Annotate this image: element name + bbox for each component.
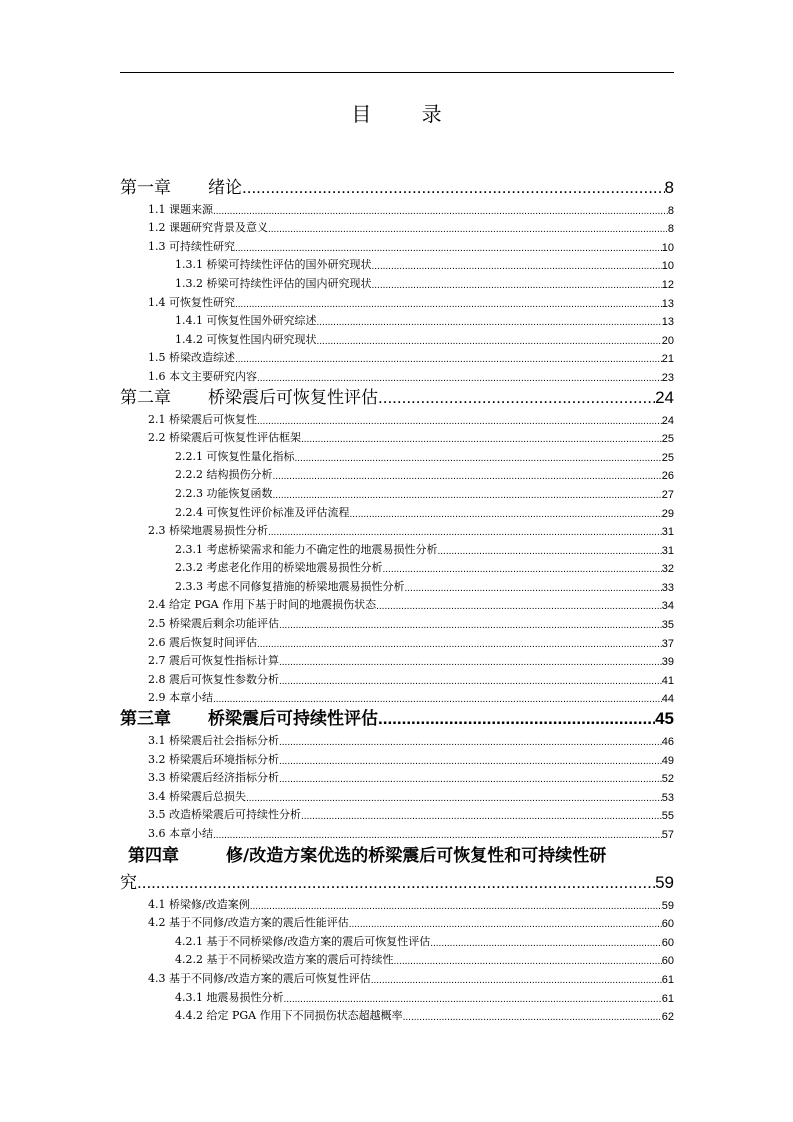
toc-entry-title: 基于不同桥梁改造方案的震后可持续性	[206, 953, 394, 967]
toc-page-number: 31	[661, 526, 674, 539]
toc-entry-number: 4.4.2	[175, 1009, 203, 1023]
toc-entry-number: 3.5	[148, 808, 166, 822]
toc-entry-label	[175, 578, 405, 594]
toc-page-number: 57	[661, 829, 674, 841]
toc-entry-level2[interactable]	[120, 594, 674, 613]
toc-entry-title: 桥梁震后可恢复性评估框架	[169, 431, 301, 445]
toc-entry-title: 本章小结	[169, 691, 213, 705]
toc-entry-level3[interactable]	[120, 930, 674, 949]
toc-entry-title: 考虑老化作用的桥梁地震易损性分析	[206, 561, 383, 575]
toc-page-number: 27	[661, 488, 674, 501]
toc-entry-number: 1.4.2	[175, 332, 203, 346]
toc-page-number: 52	[661, 773, 674, 786]
toc-entry-title: 改造桥梁震后可持续性分析	[169, 808, 301, 822]
toc-entry-number: 2.9	[148, 691, 166, 705]
toc-page-number: 61	[661, 973, 674, 986]
toc-entry-label	[148, 349, 235, 365]
toc-entry-number: 2.1	[148, 412, 166, 426]
toc-page-number: 53	[661, 791, 674, 804]
toc-entry-level1[interactable]	[120, 705, 674, 729]
toc-entry-level3[interactable]	[120, 482, 674, 501]
toc-page-number: 29	[661, 507, 674, 520]
toc-leader-dots	[250, 901, 662, 912]
toc-page-number: 25	[661, 433, 674, 446]
toc-page-number: 8	[667, 204, 674, 217]
toc-entry-number: 1.3.2	[175, 276, 203, 290]
toc-entry-title: 可恢复性研究	[169, 295, 235, 309]
toc-entry-level1[interactable]	[120, 384, 674, 408]
toc-page-number: 39	[661, 656, 674, 669]
toc-leader-dots	[279, 756, 662, 767]
toc-page-number: 61	[661, 992, 674, 1005]
toc-leader-dots	[349, 919, 662, 930]
toc-entry-number: 2.2.4	[175, 505, 203, 519]
toc-entry-title: 基于不同修/改造方案的震后可恢复性评估	[169, 971, 371, 985]
toc-leader-dots	[242, 178, 665, 198]
toc-entry-label	[175, 1007, 403, 1023]
toc-leader-dots	[317, 317, 662, 328]
toc-leader-dots	[301, 434, 662, 445]
toc-leader-dots	[405, 583, 662, 594]
toc-entry-title: 桥梁可持续性评估的国内研究现状	[206, 276, 372, 290]
toc-entry-number: 第一章	[120, 178, 171, 198]
toc-entry-title: 可恢复性国外研究综述	[206, 314, 317, 328]
toc-leader-dots	[257, 416, 662, 427]
toc-entry-number: 2.3.3	[175, 579, 203, 593]
toc-entry-label	[175, 541, 438, 557]
toc-entry-number: 2.7	[148, 654, 166, 668]
toc-entry-level2[interactable]	[120, 408, 674, 427]
toc-entry-label	[175, 989, 284, 1005]
toc-entry-title: 桥梁震后社会指标分析	[169, 734, 279, 748]
toc-page-number: 10	[661, 241, 674, 254]
toc-entry-title: 修/改造方案优选的桥梁震后可恢复性和可持续性研	[226, 846, 607, 866]
toc-page-number: 55	[661, 810, 674, 823]
toc-entry-title: 可持续性研究	[169, 239, 235, 253]
toc-page-number: 41	[661, 674, 674, 687]
toc-leader-dots	[268, 527, 662, 538]
toc-page-number: 59	[655, 873, 674, 892]
toc-entry-number: 1.4	[148, 295, 166, 309]
toc-entry-level2[interactable]	[120, 804, 674, 823]
toc-entry-title: 桥梁可持续性评估的国外研究现状	[206, 258, 372, 272]
toc-entry-level2[interactable]	[120, 612, 674, 631]
toc-entry-title: 给定 PGA 作用下不同损伤状态超越概率	[206, 1009, 403, 1023]
toc-entry-label	[120, 705, 378, 729]
toc-entry-number: 2.5	[148, 617, 166, 631]
toc-entry-label	[120, 384, 378, 408]
toc-entry-title: 桥梁震后可恢复性	[169, 412, 257, 426]
toc-entry-title: 基于不同修/改造方案的震后性能评估	[169, 916, 349, 930]
toc-entry-number: 2.2.3	[175, 486, 203, 500]
toc-leader-dots	[317, 336, 662, 347]
toc-entry-label	[175, 466, 273, 482]
toc-page-number: 37	[661, 637, 674, 650]
toc-entry-label	[148, 429, 301, 445]
toc-entry-label	[148, 970, 371, 986]
toc-entry-title: 本章小结	[169, 827, 213, 840]
toc-entry-label	[175, 256, 372, 272]
toc-entry-title: 震后可恢复性指标计算	[169, 654, 279, 668]
page-title: 目 录	[351, 102, 464, 126]
toc-entry-title: 功能恢复函数	[206, 486, 273, 500]
toc-entry-number: 1.2	[148, 221, 166, 235]
toc-entry-label	[148, 652, 279, 668]
toc-entry-number: 2.8	[148, 672, 166, 686]
toc-entry-number: 3.4	[148, 789, 166, 803]
toc-entry-title: 绪论	[208, 178, 242, 198]
toc-entry-level2[interactable]	[120, 235, 674, 254]
toc-leader-dots	[372, 261, 662, 272]
toc-entry-label	[175, 504, 350, 520]
toc-leader-dots	[394, 956, 662, 967]
toc-entry-label	[175, 331, 317, 347]
toc-entry-number: 第二章	[120, 387, 171, 408]
toc-leader-dots	[273, 471, 662, 482]
toc-chapter4-line1[interactable]	[120, 841, 674, 869]
toc-entry-number: 4.3.1	[175, 990, 203, 1004]
toc-entry-level3[interactable]	[120, 501, 674, 520]
toc-leader-dots	[257, 639, 662, 650]
toc-entry-level1[interactable]	[120, 174, 674, 198]
toc-entry-label	[175, 275, 372, 291]
toc-entry-level2[interactable]	[120, 785, 674, 804]
toc-entry-level3[interactable]	[120, 464, 674, 483]
toc-page-number: 8	[667, 223, 674, 236]
toc-entry-number: 4.2.1	[175, 934, 203, 948]
toc-leader-dots	[235, 354, 662, 365]
toc-leader-dots	[268, 224, 668, 235]
toc-entry-label	[148, 294, 235, 310]
toc-entry-level3[interactable]	[120, 986, 674, 1005]
toc-entry-number: 第四章	[128, 846, 179, 866]
toc-entry-level2[interactable]	[120, 650, 674, 669]
toc-entry-number: 1.6	[148, 369, 166, 383]
toc-entry-number: 3.1	[148, 734, 166, 748]
toc-entry-label	[148, 411, 257, 427]
toc-entry-number: 3.2	[148, 752, 166, 766]
toc-entry-label	[148, 522, 268, 538]
toc-entry-label	[148, 596, 376, 612]
toc-page-number: 31	[661, 544, 674, 557]
toc-entry-title: 可恢复性量化指标	[206, 449, 295, 463]
toc-entry-label	[175, 485, 273, 501]
toc-page-number: 13	[661, 316, 674, 329]
toc-entry-level2[interactable]	[120, 520, 674, 539]
toc-entry-title: 考虑桥梁需求和能力不确定性的地震易损性分析	[206, 542, 438, 556]
toc-entry-level2[interactable]	[120, 347, 674, 366]
toc-entry-title: 桥梁震后剩余功能评估	[169, 617, 279, 631]
toc-entry-level2[interactable]	[120, 687, 674, 706]
toc-entry-label	[120, 174, 242, 198]
toc-leader-dots	[295, 453, 662, 464]
toc-entry-label	[148, 806, 301, 822]
toc-leader-dots	[257, 373, 662, 384]
toc-page-number: 34	[661, 600, 674, 613]
toc-page-number: 46	[661, 736, 674, 749]
toc-leader-dots	[301, 811, 662, 822]
toc-entry-number: 2.3.1	[175, 542, 203, 556]
toc-entry-level3[interactable]	[120, 254, 674, 273]
toc-entry-title: 基于不同桥梁修/改造方案的震后可恢复性评估	[206, 934, 431, 948]
toc-leader-dots	[279, 737, 662, 748]
toc-leader-dots	[235, 243, 662, 254]
toc-entry-title: 桥梁震后环境指标分析	[169, 752, 279, 766]
toc-entry-label	[148, 788, 246, 804]
toc-entry-level3[interactable]	[120, 328, 674, 347]
toc-page-number: 59	[661, 899, 674, 912]
toc-page-number: 24	[655, 387, 674, 407]
toc-leader-dots	[284, 994, 662, 1005]
toc-entry-number: 1.3	[148, 239, 166, 253]
toc-page-number: 13	[661, 297, 674, 310]
toc-entry-number: 1.5	[148, 351, 166, 365]
toc-entry-label	[148, 769, 279, 785]
toc-entry-number: 2.3	[148, 524, 166, 538]
toc-entry-number: 2.2.2	[175, 468, 203, 482]
toc-page-number: 60	[661, 955, 674, 968]
toc-entry-level2[interactable]	[120, 893, 674, 912]
toc-leader-dots	[376, 601, 662, 612]
toc-entry-number: 1.3.1	[175, 258, 203, 272]
toc-entry-title: 课题来源	[169, 202, 213, 216]
toc-entry-title: 桥梁震后经济指标分析	[169, 771, 279, 785]
toc-leader-dots	[378, 709, 655, 729]
toc-entry-number: 2.3.2	[175, 561, 203, 575]
toc-page-number: 45	[655, 709, 674, 729]
toc-page-number: 23	[661, 371, 674, 384]
toc-entry-level2[interactable]	[120, 427, 674, 446]
toc-entry-level2[interactable]	[120, 198, 674, 217]
toc-leader-dots	[235, 299, 662, 310]
toc-entry-level2[interactable]	[120, 365, 674, 384]
toc-entry-number: 3.6	[148, 827, 166, 840]
toc-page-number: 35	[661, 619, 674, 632]
toc-entry-title: 桥梁震后可恢复性评估	[208, 387, 378, 408]
toc-entry-title: 桥梁改造综述	[169, 351, 235, 365]
toc-entry-level2[interactable]	[120, 291, 674, 310]
toc-leader-dots	[213, 694, 662, 705]
toc-entry-title: 可恢复性国内研究现状	[206, 332, 317, 346]
toc-entry-number: 4.3	[148, 971, 166, 985]
toc-entry-title: 本文主要研究内容	[169, 369, 257, 383]
toc-leader-dots	[213, 830, 662, 841]
toc-entry-number: 第三章	[120, 709, 171, 730]
toc-leader-dots	[403, 1012, 662, 1023]
toc-entry-level3[interactable]	[120, 557, 674, 576]
toc-page-number: 60	[661, 918, 674, 931]
toc-leader-dots	[372, 280, 662, 291]
toc-entry-title: 桥梁地震易损性分析	[169, 524, 268, 538]
toc-entry-level3[interactable]	[120, 949, 674, 968]
toc-entry-title: 地震易损性分析	[206, 990, 284, 1004]
toc-leader-dots	[137, 873, 655, 893]
toc-entry-label	[175, 448, 295, 464]
toc-entry-number: 4.2	[148, 916, 166, 930]
toc-entry-title: 给定 PGA 作用下基于时间的地震损伤状态	[169, 598, 377, 612]
toc-entry-level2[interactable]	[120, 217, 674, 236]
toc-entry-label	[148, 689, 213, 705]
toc-leader-dots	[279, 774, 662, 785]
toc-entry-level3[interactable]	[120, 272, 674, 291]
toc-leader-dots	[378, 388, 655, 408]
toc-entry-title: 究	[120, 873, 137, 893]
toc-page-number: 12	[661, 278, 674, 291]
toc-page-number: 44	[661, 693, 674, 706]
toc-leader-dots	[279, 676, 662, 687]
toc-entry-label	[148, 896, 250, 912]
toc-leader-dots	[279, 657, 662, 668]
toc-entry-label	[148, 634, 257, 650]
toc-entry-number: 2.2	[148, 431, 166, 445]
toc-page-number: 60	[661, 936, 674, 949]
toc-entry-number: 1.1	[148, 202, 166, 216]
toc-entry-label	[175, 933, 430, 949]
toc-entry-title: 课题研究背景及意义	[169, 221, 268, 235]
toc-page-number: 26	[661, 470, 674, 483]
toc-page-number: 20	[661, 334, 674, 347]
toc-entry-label	[148, 201, 213, 217]
toc-entry-level3[interactable]	[120, 575, 674, 594]
toc-entry-label	[148, 751, 279, 767]
toc-entry-title: 震后恢复时间评估	[169, 635, 257, 649]
toc-entry-level2[interactable]	[120, 668, 674, 687]
toc-entry-title: 考虑不同修复措施的桥梁地震易损性分析	[206, 579, 405, 593]
toc-entries-part2	[120, 893, 674, 1023]
toc-entry-number: 2.6	[148, 635, 166, 649]
table-of-contents	[120, 174, 674, 1023]
toc-entry-level3[interactable]	[120, 538, 674, 557]
toc-page-number: 10	[661, 260, 674, 273]
toc-entry-label	[148, 671, 279, 687]
toc-entry-number: 3.3	[148, 771, 166, 785]
toc-entry-title: 震后可恢复性参数分析	[169, 672, 279, 686]
toc-entry-number: 4.1	[148, 897, 166, 911]
toc-entries-part1	[120, 174, 674, 841]
toc-entry-label	[148, 914, 349, 930]
toc-chapter4-line2[interactable]	[120, 869, 674, 893]
toc-entry-label	[175, 312, 317, 328]
toc-entry-label	[148, 219, 268, 235]
toc-entry-label	[148, 825, 213, 841]
toc-leader-dots	[383, 564, 662, 575]
toc-entry-label	[148, 732, 279, 748]
toc-entry-title: 可恢复性评价标准及评估流程	[206, 505, 350, 519]
toc-entry-number: 2.4	[148, 598, 166, 612]
toc-entry-title: 桥梁震后总损失	[169, 789, 246, 803]
toc-leader-dots	[213, 206, 668, 217]
toc-leader-dots	[371, 975, 662, 986]
toc-entry-label	[175, 951, 394, 967]
toc-page-number: 33	[661, 581, 674, 594]
toc-entry-level2[interactable]	[120, 631, 674, 650]
toc-page-number: 32	[661, 563, 674, 576]
toc-entry-label	[148, 238, 235, 254]
toc-leader-dots	[279, 620, 662, 631]
toc-page-number: 21	[661, 353, 674, 366]
toc-leader-dots	[273, 490, 662, 501]
toc-entry-level2[interactable]	[120, 767, 674, 786]
toc-entry-level2[interactable]	[120, 729, 674, 748]
toc-entry-level3[interactable]	[120, 310, 674, 329]
toc-entry-level2[interactable]	[120, 748, 674, 767]
toc-page-number: 62	[661, 1011, 674, 1024]
toc-entry-level3[interactable]	[120, 1005, 674, 1024]
toc-leader-dots	[246, 793, 662, 804]
toc-entry-title: 桥梁震后可持续性评估	[208, 709, 378, 730]
toc-leader-dots	[350, 509, 662, 520]
toc-entry-level3[interactable]	[120, 445, 674, 464]
toc-page-number: 24	[661, 414, 674, 427]
toc-page-number: 8	[664, 178, 674, 197]
toc-entry-level2[interactable]	[120, 912, 674, 931]
toc-entry-number: 4.2.2	[175, 953, 203, 967]
header-rule	[120, 72, 674, 73]
toc-leader-dots	[430, 938, 662, 949]
toc-page-number: 49	[661, 754, 674, 767]
toc-entry-label	[148, 368, 257, 384]
toc-entry-level2[interactable]	[120, 822, 674, 841]
toc-entry-title: 结构损伤分析	[206, 468, 273, 482]
toc-entry-label	[175, 559, 383, 575]
toc-entry-number: 2.2.1	[175, 449, 203, 463]
toc-leader-dots	[438, 546, 662, 557]
toc-entry-number: 1.4.1	[175, 314, 203, 328]
toc-page-number: 25	[661, 451, 674, 464]
toc-entry-title: 桥梁修/改造案例	[169, 897, 250, 911]
toc-entry-label	[148, 615, 279, 631]
toc-entry-level2[interactable]	[120, 967, 674, 986]
